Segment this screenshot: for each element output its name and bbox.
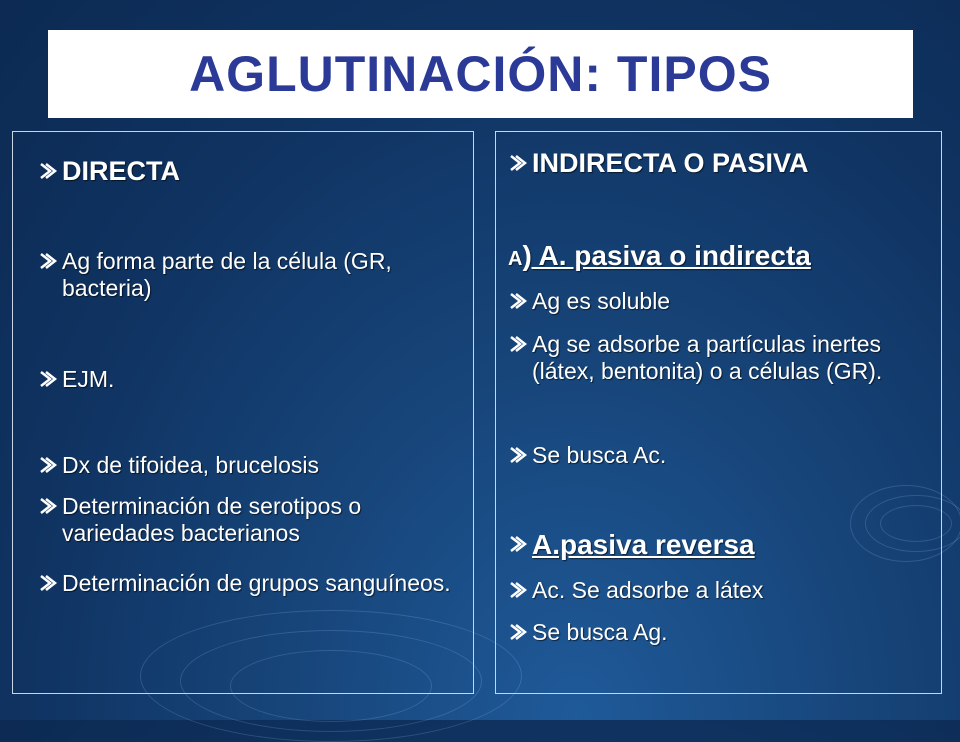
arrow-bullet-icon <box>38 249 58 273</box>
list-item-text: Ag se adsorbe a partículas inertes (látex, bentonita) o a células (GR). <box>532 331 883 384</box>
list-item-text: Ac. Se adsorbe a látex <box>532 577 764 603</box>
section-a-marker: A <box>508 248 523 270</box>
list-item <box>38 366 463 393</box>
list-item <box>38 570 463 597</box>
list-item-text: Dx de tifoidea, brucelosis <box>62 452 319 478</box>
list-item-text: Determinación de grupos sanguíneos. <box>62 570 451 596</box>
arrow-bullet-icon <box>508 620 528 644</box>
arrow-bullet-icon <box>38 367 58 391</box>
section-b-heading-text: A.pasiva reversa <box>532 529 755 560</box>
list-item-text: Determinación de serotipos o variedades bacterianos <box>62 493 362 546</box>
list-item <box>508 577 938 604</box>
title-banner <box>48 30 913 118</box>
arrow-bullet-icon <box>508 443 528 467</box>
list-item <box>508 288 938 315</box>
arrow-bullet-icon <box>508 578 528 602</box>
arrow-bullet-icon <box>38 159 58 183</box>
arrow-bullet-icon <box>38 494 58 518</box>
list-item-text: Ag forma parte de la célula (GR, bacteria) <box>62 248 392 301</box>
arrow-bullet-icon <box>508 151 528 175</box>
arrow-bullet-icon <box>38 453 58 477</box>
section-a-heading <box>508 240 811 272</box>
section-b-heading <box>508 531 938 558</box>
list-item-text: Se busca Ag. <box>532 619 668 645</box>
arrow-bullet-icon <box>508 332 528 356</box>
arrow-bullet-icon <box>38 571 58 595</box>
list-item <box>38 248 463 302</box>
list-item <box>508 619 938 646</box>
list-item-text: Se busca Ac. <box>532 442 667 468</box>
arrow-bullet-icon <box>508 289 528 313</box>
list-item <box>38 452 463 479</box>
right-panel-indirecta <box>495 131 942 694</box>
list-item-text: Ag es soluble <box>532 288 671 314</box>
list-item <box>38 493 463 547</box>
right-heading <box>508 150 938 177</box>
slide-title: AGLUTINACIÓN: TIPOS <box>189 46 772 102</box>
section-a-label: ) A. pasiva o indirecta <box>522 240 811 271</box>
left-heading-text: DIRECTA <box>62 156 180 186</box>
left-panel-directa <box>12 131 474 694</box>
list-item <box>508 331 938 385</box>
list-item-text: EJM. <box>62 366 115 392</box>
left-heading <box>38 158 458 185</box>
list-item <box>508 442 938 469</box>
arrow-bullet-icon <box>508 532 528 556</box>
right-heading-text: INDIRECTA O PASIVA <box>532 148 809 178</box>
